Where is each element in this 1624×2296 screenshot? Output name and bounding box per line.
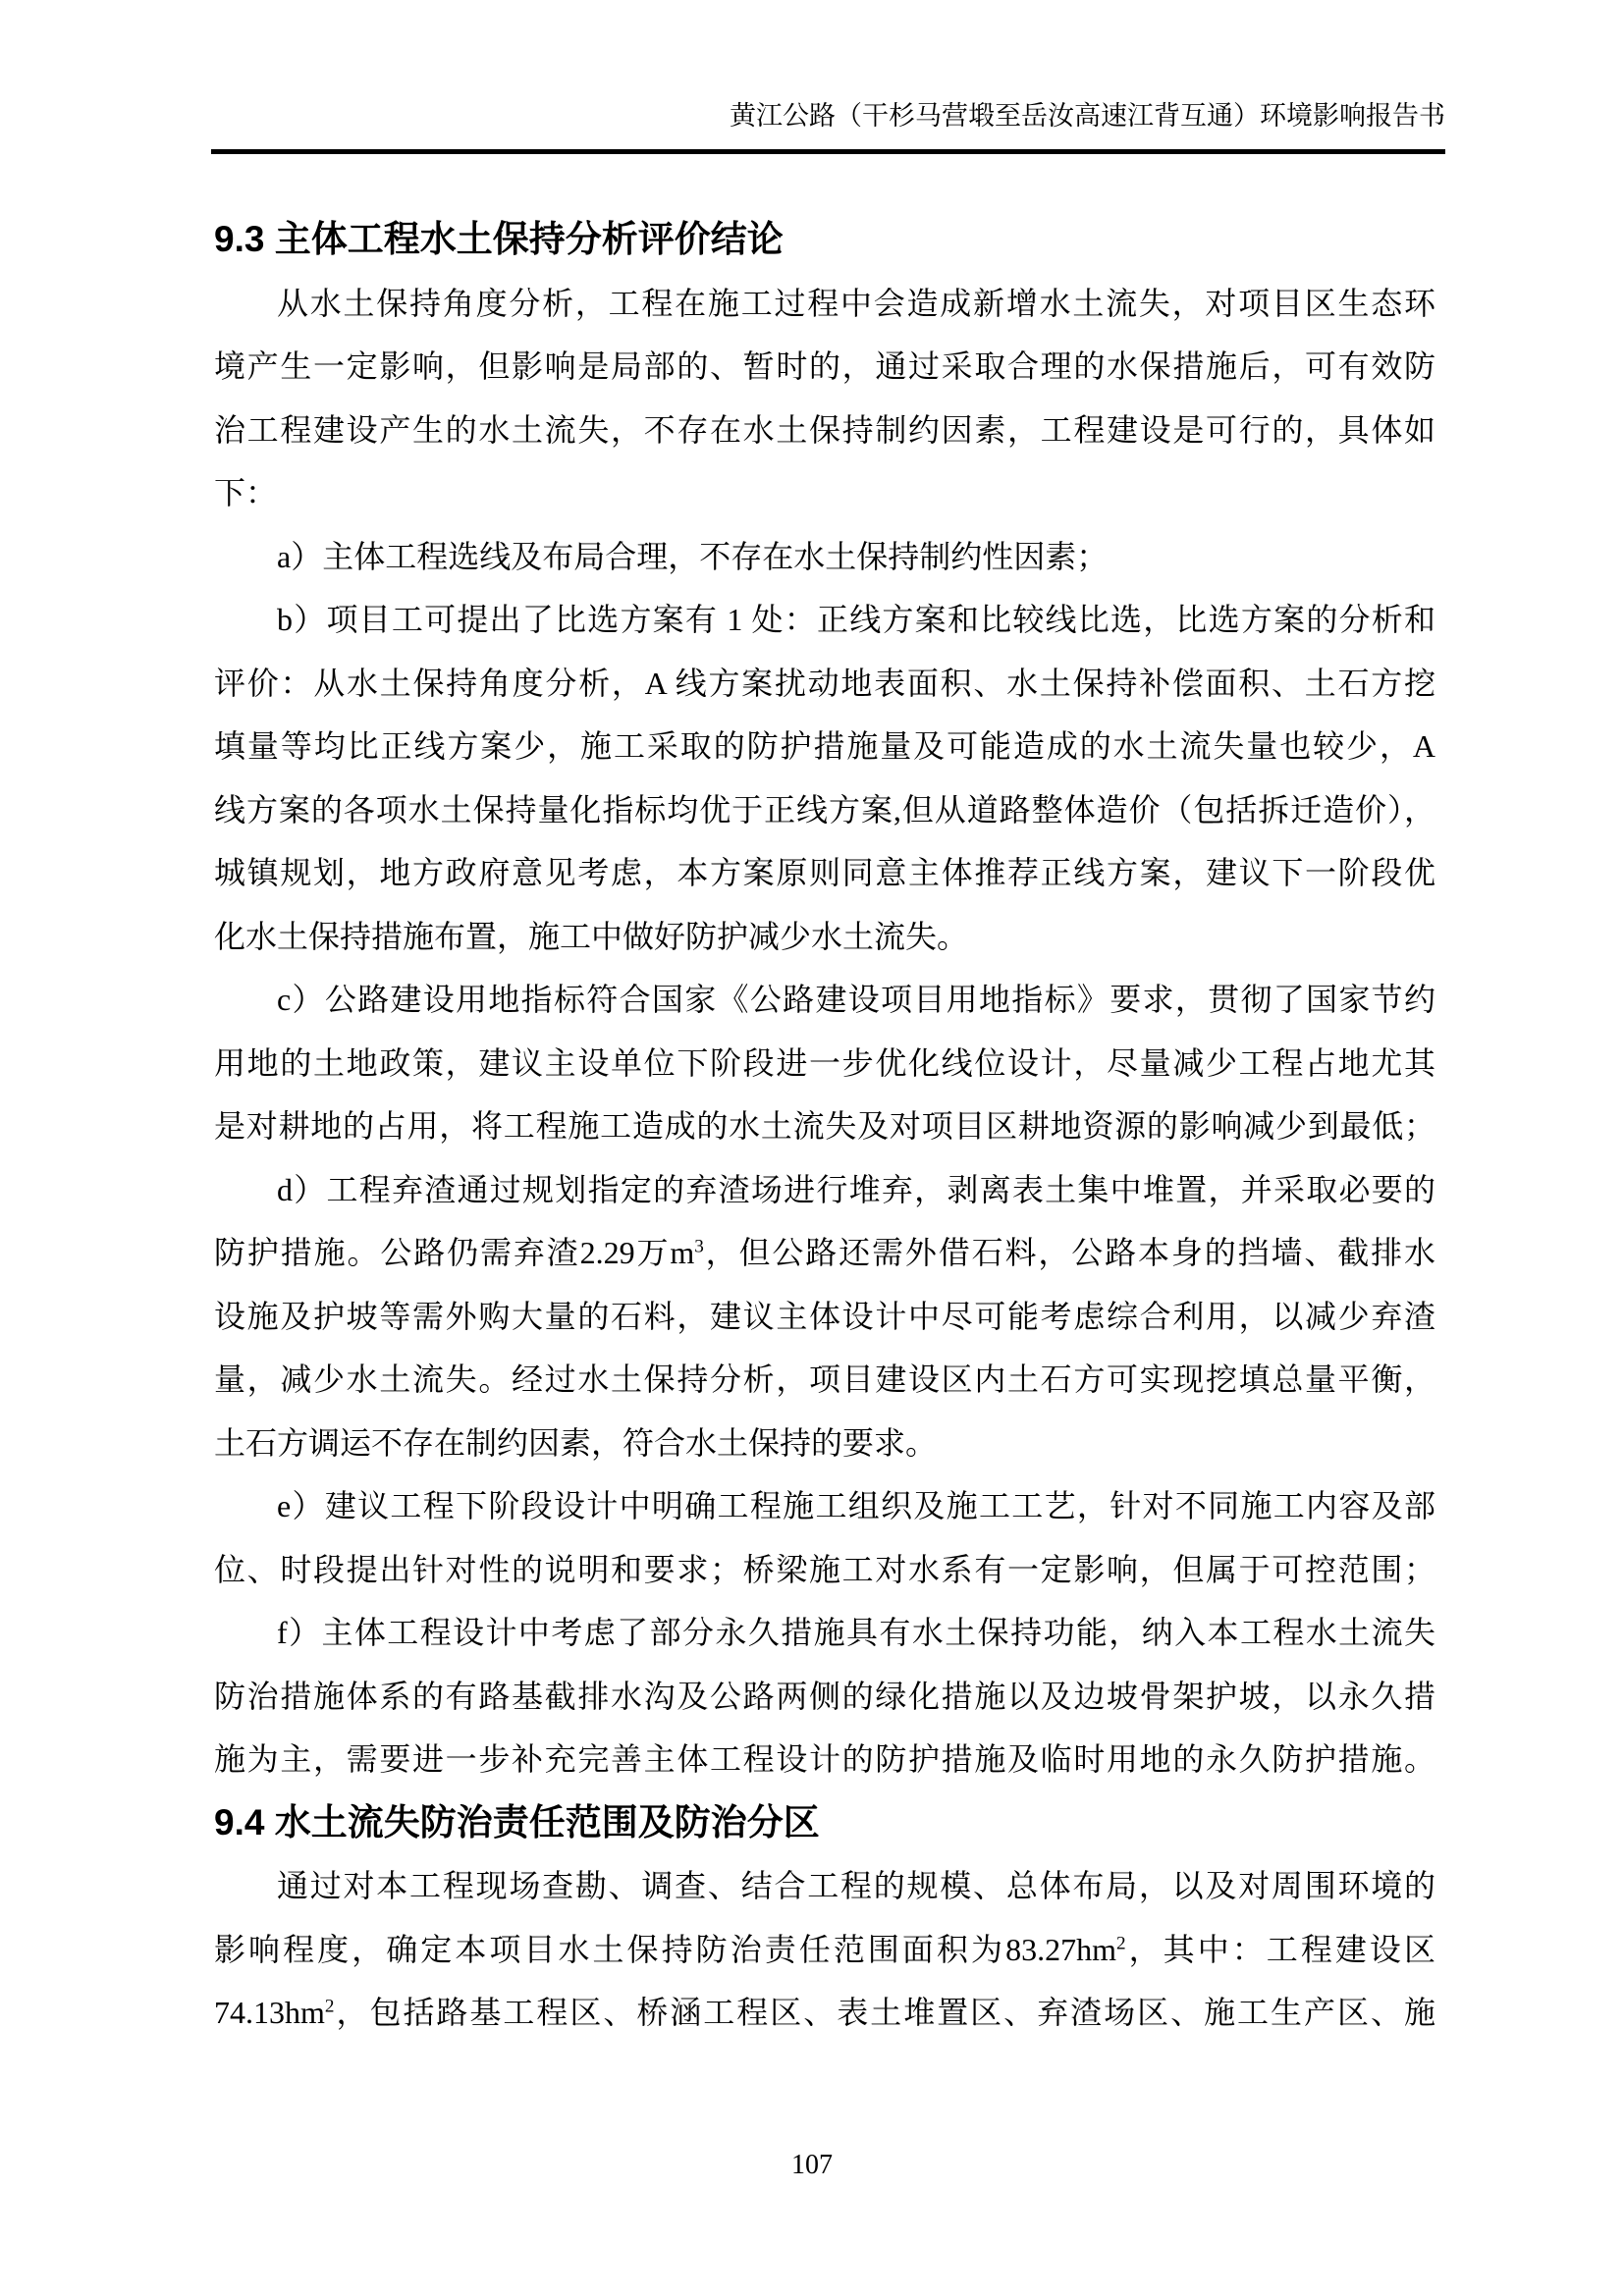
page-number: 107 — [791, 2150, 833, 2180]
text-line: 线方案的各项水土保持量化指标均优于正线方案,但从道路整体造价（包括拆迁造价）， — [214, 791, 1435, 828]
text-line: f）主体工程设计中考虑了部分永久措施具有水土保持功能，纳入本工程水土流失 — [277, 1615, 1435, 1650]
page-footer — [0, 2146, 1624, 2185]
paragraph — [214, 1474, 1435, 1601]
text-line: a）主体工程选线及布局合理，不存在水土保持制约性因素； — [277, 538, 1109, 574]
text-line: 位、时段提出针对性的说明和要求；桥梁施工对水系有一定影响，但属于可控范围； — [214, 1551, 1435, 1587]
text-line: 影响程度，确定本项目水土保持防治责任范围面积为$83.27hm^2$，其中：工程建设区 — [214, 1931, 1435, 1967]
text-line: 化水土保持措施布置，施工中做好防护减少水土流失。 — [214, 918, 969, 954]
text-line: 施为主，需要进一步补充完善主体工程设计的防护措施及临时用地的永久防护措施。 — [214, 1741, 1435, 1777]
header-rule — [211, 149, 1445, 154]
text-line: 防治措施体系的有路基截排水沟及公路两侧的绿化措施以及边坡骨架护坡，以永久措 — [214, 1678, 1435, 1714]
text-line: 土石方调运不存在制约因素，符合水土保持的要求。 — [214, 1424, 938, 1461]
page-header — [211, 96, 1445, 135]
superscript: 2 — [324, 1996, 335, 2017]
text-line: 设施及护坡等需外购大量的石料，建议主体设计中尽可能考虑综合利用，以减少弃渣 — [214, 1298, 1435, 1334]
text-line: d）工程弃渣通过规划指定的弃渣场进行堆弃，剥离表土集中堆置，并采取必要的 — [277, 1171, 1435, 1207]
text-line: 填量等均比正线方案少，施工采取的防护措施量及可能造成的水土流失量也较少，A — [214, 728, 1435, 764]
text-line: 防护措施。公路仍需弃渣2.29万$m^3$，但公路还需外借石料，公路本身的挡墙、截排水 — [214, 1235, 1435, 1270]
text-line: b）项目工可提出了比选方案有 1 处：正线方案和比较线比选，比选方案的分析和 — [277, 602, 1435, 637]
text-line: c）公路建设用地指标符合国家《公路建设项目用地指标》要求，贯彻了国家节约 — [277, 982, 1435, 1017]
text-line: 从水土保持角度分析，工程在施工过程中会造成新增水土流失，对项目区生态环 — [277, 285, 1435, 321]
paragraph — [214, 588, 1435, 968]
text-line: 治工程建设产生的水土流失，不存在水土保持制约因素，工程建设是可行的，具体如 — [214, 411, 1435, 448]
text-line: 评价：从水土保持角度分析，A 线方案扰动地表面积、水土保持补偿面积、土石方挖 — [214, 665, 1435, 701]
section-heading: 9.3 主体工程水土保持分析评价结论 — [214, 219, 784, 259]
paragraph — [214, 525, 1435, 589]
section-heading: 9.4 水土流失防治责任范围及防治分区 — [214, 1801, 820, 1842]
text-line: 境产生一定影响，但影响是局部的、暂时的，通过采取合理的水保措施后，可有效防 — [214, 348, 1435, 384]
text-line: e）建议工程下阶段设计中明确工程施工组织及施工工艺，针对不同施工内容及部 — [277, 1488, 1435, 1523]
superscript: 2 — [1115, 1932, 1126, 1953]
text-line: 通过对本工程现场查勘、调查、结合工程的规模、总体布局，以及对周围环境的 — [277, 1868, 1435, 1903]
text-line: 是对耕地的占用，将工程施工造成的水土流失及对项目区耕地资源的影响减少到最低； — [214, 1108, 1435, 1144]
text-line: $74.13hm^2$，包括路基工程区、桥涵工程区、表土堆置区、弃渣场区、施工生产区、施 — [214, 1995, 1435, 2030]
text-line: 下： — [214, 475, 278, 510]
paragraph — [214, 1601, 1435, 1791]
text-line: 用地的土地政策，建议主设单位下阶段进一步优化线位设计，尽量减少工程占地尤其 — [214, 1044, 1435, 1081]
paragraph — [214, 968, 1435, 1158]
document-body — [214, 208, 1435, 2045]
header-title: 黄江公路（干杉马营塅至岳汝高速江背互通）环境影响报告书 — [730, 101, 1445, 131]
paragraph — [214, 1854, 1435, 2045]
paragraph — [214, 1158, 1435, 1475]
superscript: 3 — [694, 1236, 704, 1257]
paragraph — [214, 272, 1435, 525]
text-line: 量，减少水土流失。经过水土保持分析，项目建设区内土石方可实现挖填总量平衡， — [214, 1362, 1435, 1397]
text-line: 城镇规划，地方政府意见考虑，本方案原则同意主体推荐正线方案，建议下一阶段优 — [214, 855, 1435, 890]
